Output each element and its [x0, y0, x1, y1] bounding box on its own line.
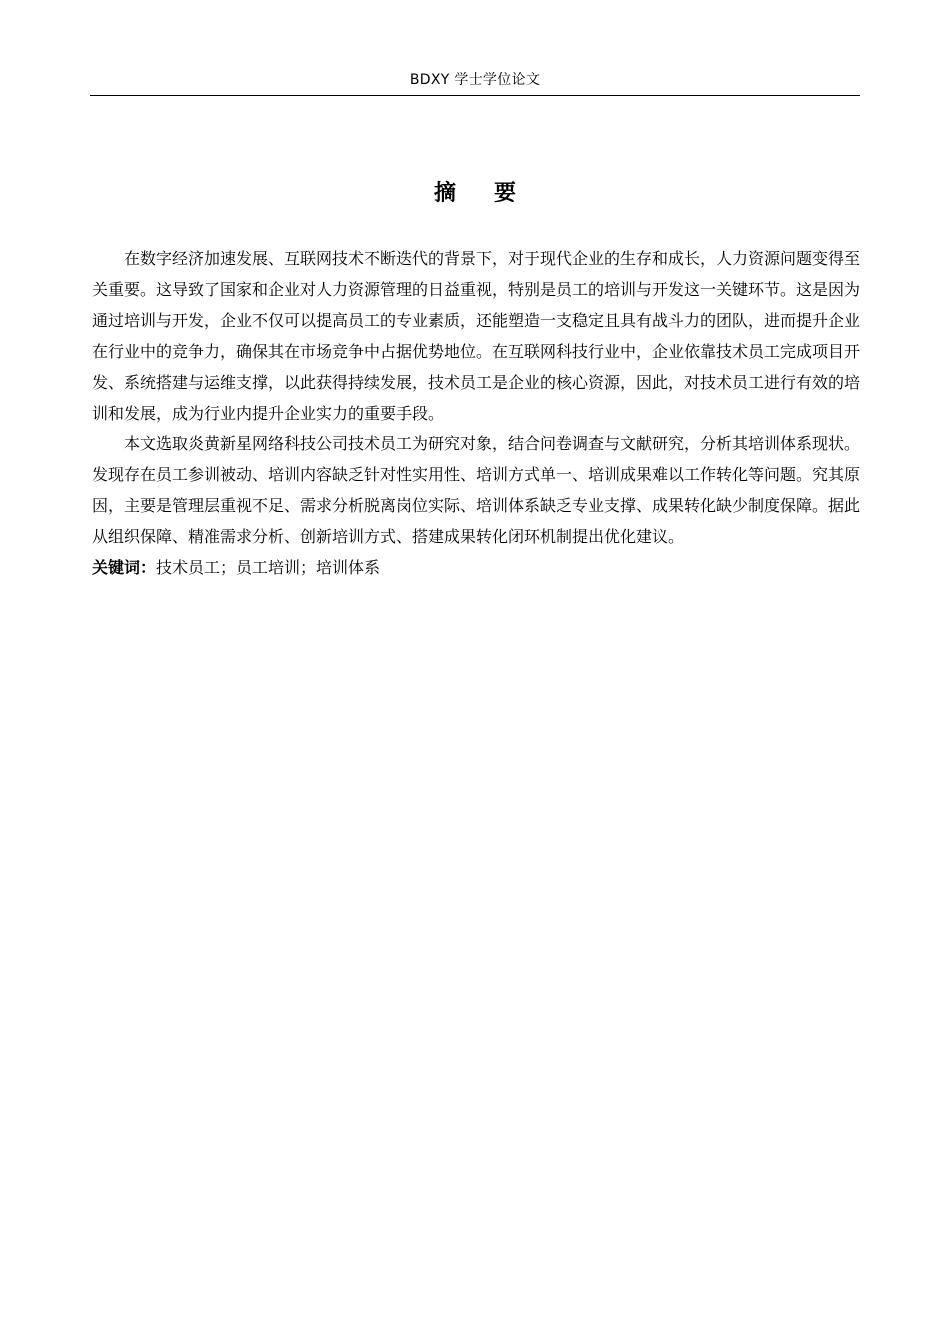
abstract-paragraph-2: 本文选取炎黄新星网络科技公司技术员工为研究对象，结合问卷调查与文献研究，分析其培训体系现状。发现存在员工参训被动、培训内容缺乏针对性实用性、培训方式单一、培训成果难以工作转化等问题。究其原因，主要是管理层重视不足、需求分析脱离岗位实际、培训体系缺乏专业支撑、成果转化缺少制度保障。据此从组织保障、精准需求分析、创新培训方式、搭建成果转化闭环机制提出优化建议。 [92, 434, 861, 547]
keywords-line [92, 553, 860, 584]
keywords-label: 关键词： [92, 558, 157, 578]
abstract-body [92, 244, 860, 584]
abstract-paragraph-1: 在数字经济加速发展、互联网技术不断迭代的背景下，对于现代企业的生存和成长，人力资源问题变得至关重要。这导致了国家和企业对人力资源管理的日益重视，特别是员工的培训与开发这一关键环节。这是因为通过培训与开发，企业不仅可以提高员工的专业素质，还能塑造一支稳定且具有战斗力的团队，进而提升企业在行业中的竞争力，确保其在市场竞争中占据优势地位。在互联网科技行业中，企业依靠技术员工完成项目开发、系统搭建与运维支撑，以此获得持续发展，技术员工是企业的核心资源，因此，对技术员工进行有效的培训和发展，成为行业内提升企业实力的重要手段。 [92, 249, 861, 423]
header-divider [90, 95, 860, 96]
abstract-title: 摘要 [433, 181, 554, 206]
running-header: BDXY 学士学位论文 [409, 72, 541, 88]
keywords-list: 技术员工；员工培训；培训体系 [156, 558, 381, 578]
